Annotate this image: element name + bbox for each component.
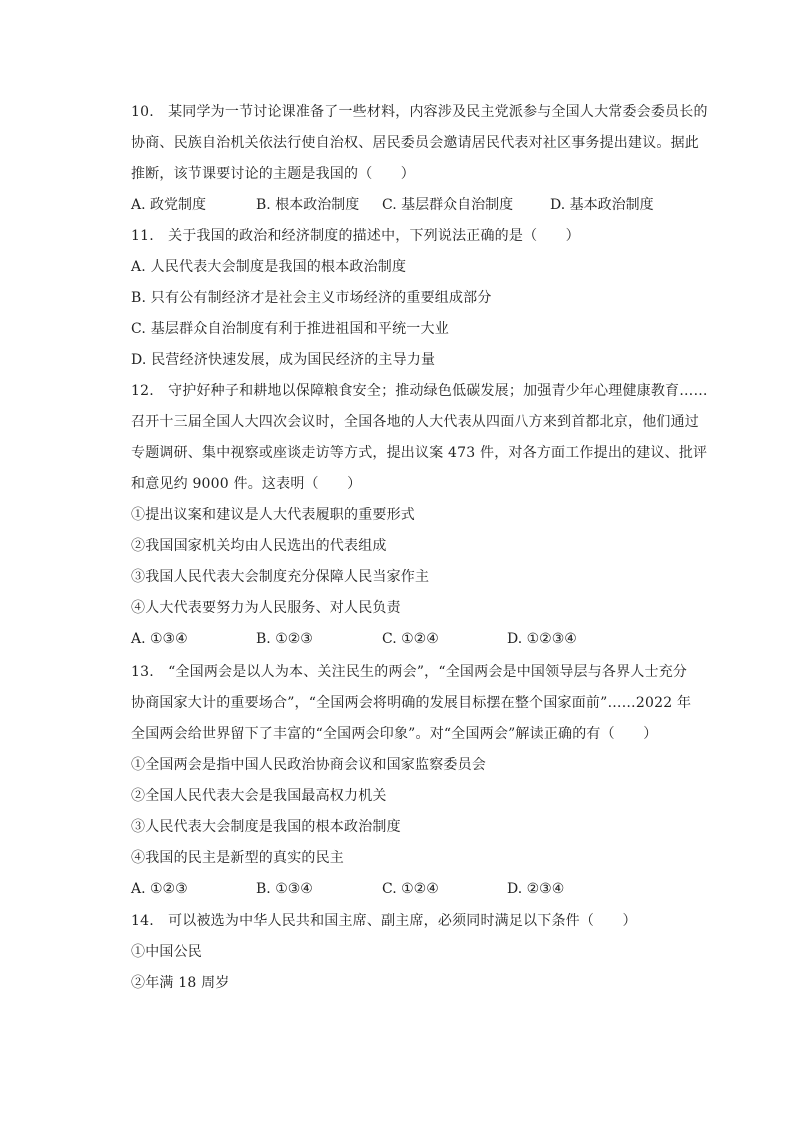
question-13-item-2: ②全国人民代表大会是我国最高权力机关 — [131, 788, 387, 804]
question-12-item-4: ④人大代表要努力为人民服务、对人民负责 — [131, 600, 401, 616]
question-10-option-a: A. 政党制度 — [131, 197, 207, 213]
question-14-item-1: ①中国公民 — [131, 944, 202, 960]
question-11-option-d: D. 民营经济快速发展，成为国民经济的主导力量 — [131, 352, 436, 368]
question-11-option-b: B. 只有公有制经济才是社会主义市场经济的重要组成部分 — [131, 290, 492, 306]
question-13-option-b: B. ①③④ — [256, 881, 313, 897]
question-13-line-3: 全国两会给世界留下了丰富的“全国两会印象”。对“全国两会”解读正确的有（ ） — [131, 726, 658, 742]
question-11-option-c: C. 基层群众自治制度有利于推进祖国和平统一大业 — [131, 321, 449, 337]
question-14-item-2: ②年满 18 周岁 — [131, 975, 230, 991]
question-13-option-a: A. ①②③ — [131, 881, 188, 897]
question-10-option-b: B. 根本政治制度 — [256, 197, 360, 213]
question-13-item-3: ③人民代表大会制度是我国的根本政治制度 — [131, 819, 401, 835]
question-12-line-3: 专题调研、集中视察或座谈走访等方式，提出议案 473 件，对各方面工作提出的建议、批评 — [131, 445, 708, 461]
question-11-stem: 11. 关于我国的政治和经济制度的描述中，下列说法正确的是（ ） — [131, 228, 580, 244]
question-13-line-2: 协商国家大计的重要场合”，“全国两会将明确的发展目标摆在整个国家面前”……2022 年 — [131, 695, 692, 711]
question-12-item-3: ③我国人民代表大会制度充分保障人民当家作主 — [131, 569, 430, 585]
question-10-line-2: 协商、民族自治机关依法行使自治权、居民委员会邀请居民代表对社区事务提出建议。据此 — [131, 135, 699, 151]
question-12-option-c: C. ①②④ — [382, 631, 439, 647]
question-10-line-1: 10. 某同学为一节讨论课准备了一些材料，内容涉及民主党派参与全国人大常委会委员长的 — [131, 104, 708, 120]
question-12-line-1: 12. 守护好种子和耕地以保障粮食安全；推动绿色低碳发展；加强青少年心理健康教育…… — [131, 383, 708, 399]
question-12-option-b: B. ①②③ — [256, 631, 313, 647]
question-12-option-d: D. ①②③④ — [507, 631, 577, 647]
question-12-line-2: 召开十三届全国人大四次会议时，全国各地的人大代表从四面八方来到首都北京，他们通过 — [131, 414, 699, 430]
question-12-line-4: 和意见约 9000 件。这表明（ ） — [131, 476, 362, 492]
question-11-option-a: A. 人民代表大会制度是我国的根本政治制度 — [131, 259, 407, 275]
question-13-item-4: ④我国的民主是新型的真实的民主 — [131, 850, 344, 866]
question-10-line-3: 推断，该节课要讨论的主题是我国的（ ） — [131, 166, 415, 182]
question-10-option-d: D. 基本政治制度 — [550, 197, 654, 213]
question-10-option-c: C. 基层群众自治制度 — [382, 197, 514, 213]
question-14-stem: 14. 可以被选为中华人民共和国主席、副主席，必须同时满足以下条件（ ） — [131, 913, 637, 929]
question-13-line-1: 13. “全国两会是以人为本、关注民生的两会”，“全国两会是中国领导层与各界人士充分 — [131, 664, 688, 680]
question-12-option-a: A. ①③④ — [131, 631, 188, 647]
question-12-item-2: ②我国国家机关均由人民选出的代表组成 — [131, 538, 387, 554]
question-13-option-c: C. ①②④ — [382, 881, 439, 897]
question-12-item-1: ①提出议案和建议是人大代表履职的重要形式 — [131, 507, 415, 523]
question-13-item-1: ①全国两会是指中国人民政治协商会议和国家监察委员会 — [131, 757, 486, 773]
question-13-option-d: D. ②③④ — [507, 881, 565, 897]
